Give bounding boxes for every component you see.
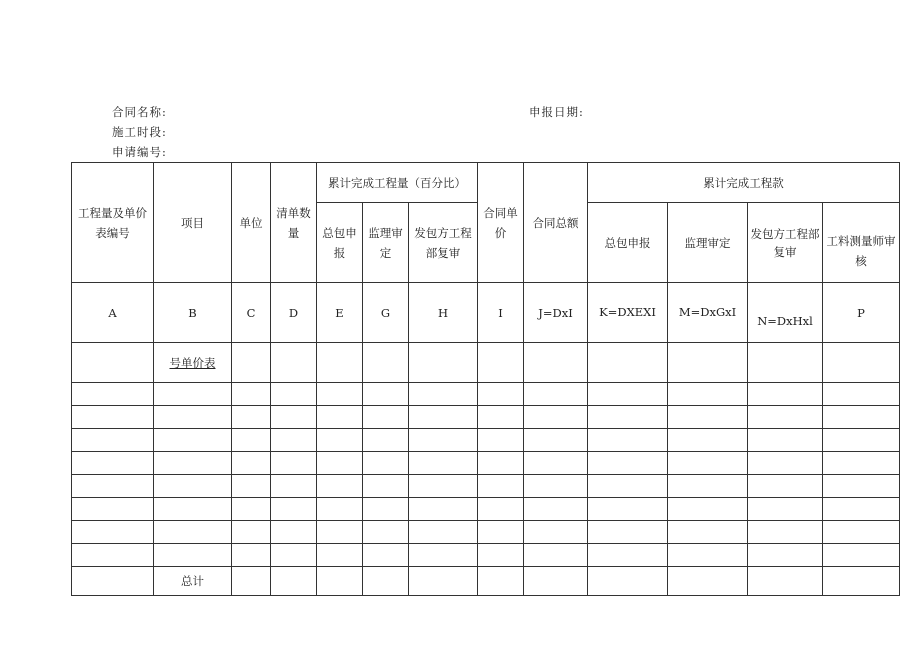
- table-row: [72, 498, 900, 521]
- table-cell: [232, 383, 271, 406]
- col-amt-supervisor-header: 监理审定: [668, 203, 748, 283]
- table-cell: [668, 498, 748, 521]
- table-cell: [271, 567, 317, 596]
- table-cell: [154, 429, 232, 452]
- col-contract-unit-price-header: 合同单价: [478, 163, 524, 283]
- application-no-label: 申请编号:: [112, 145, 167, 159]
- table-cell: [668, 544, 748, 567]
- table-cell: [748, 343, 823, 383]
- table-cell: [271, 452, 317, 475]
- code-cell: C: [232, 283, 271, 343]
- table-cell: [154, 452, 232, 475]
- code-cell: E: [317, 283, 363, 343]
- table-cell: [363, 475, 409, 498]
- unit-price-table-label: 号单价表: [154, 343, 232, 383]
- table-cell: [823, 343, 900, 383]
- table-cell: [748, 521, 823, 544]
- table-cell: [409, 567, 478, 596]
- table-cell: [478, 567, 524, 596]
- table-cell: [317, 383, 363, 406]
- table-row: [72, 521, 900, 544]
- table-cell: [363, 383, 409, 406]
- table-cell: [668, 475, 748, 498]
- code-cell: M=DxGxI: [668, 283, 748, 343]
- table-cell: [154, 498, 232, 521]
- table-cell: [363, 521, 409, 544]
- col-cum-amount-group-header: 累计完成工程款: [588, 163, 900, 203]
- empty-rows: [72, 383, 900, 567]
- table-cell: [588, 452, 668, 475]
- construction-period-label: 施工时段:: [112, 125, 167, 139]
- col-qty-main-contractor-header: 总包申报: [317, 203, 363, 283]
- table-cell: [748, 475, 823, 498]
- col-unit-header: 单位: [232, 163, 271, 283]
- table-cell: [588, 383, 668, 406]
- table-cell: [748, 406, 823, 429]
- table-cell: [748, 383, 823, 406]
- code-cell: H: [409, 283, 478, 343]
- table-cell: [271, 383, 317, 406]
- code-cell: P: [823, 283, 900, 343]
- col-item-header: 项目: [154, 163, 232, 283]
- table-cell: [154, 521, 232, 544]
- table-cell: [232, 544, 271, 567]
- table-cell: [271, 544, 317, 567]
- table-cell: [271, 429, 317, 452]
- table-cell: [823, 544, 900, 567]
- table-cell: [232, 429, 271, 452]
- table-cell: [588, 475, 668, 498]
- table-cell: [524, 521, 588, 544]
- table-cell: [588, 406, 668, 429]
- table-cell: [524, 567, 588, 596]
- table-row: [72, 475, 900, 498]
- col-item-code-header: 工程量及单价表编号: [72, 163, 154, 283]
- table-cell: [588, 498, 668, 521]
- payment-application-table: [71, 162, 900, 596]
- col-qty-supervisor-header: 监理审定: [363, 203, 409, 283]
- table-cell: [154, 544, 232, 567]
- table-cell: [363, 452, 409, 475]
- table-cell: [748, 452, 823, 475]
- table-cell: [524, 383, 588, 406]
- table-cell: [823, 383, 900, 406]
- table-cell: [823, 521, 900, 544]
- col-bill-qty-header: 清单数量: [271, 163, 317, 283]
- table-cell: [588, 521, 668, 544]
- code-cell: K=DXEXI: [588, 283, 668, 343]
- table-cell: [409, 475, 478, 498]
- table-row: [72, 383, 900, 406]
- table-cell: [588, 544, 668, 567]
- table-cell: [232, 406, 271, 429]
- table-cell: [317, 343, 363, 383]
- col-contract-total-header: 合同总额: [524, 163, 588, 283]
- table-cell: [72, 383, 154, 406]
- table-cell: [271, 343, 317, 383]
- table-cell: [823, 406, 900, 429]
- table-cell: [478, 383, 524, 406]
- table-cell: [363, 429, 409, 452]
- code-cell: N=DxHxl: [748, 283, 823, 343]
- table-cell: [72, 567, 154, 596]
- table-cell: [154, 475, 232, 498]
- table-cell: [524, 429, 588, 452]
- table-cell: [72, 475, 154, 498]
- table-cell: [524, 544, 588, 567]
- table-cell: [748, 544, 823, 567]
- table-cell: [668, 521, 748, 544]
- contract-name-label: 合同名称:: [112, 105, 167, 119]
- table-cell: [524, 452, 588, 475]
- table-cell: [588, 343, 668, 383]
- table-cell: [232, 521, 271, 544]
- table-row: [72, 452, 900, 475]
- table-cell: [478, 429, 524, 452]
- table-cell: [524, 343, 588, 383]
- table-cell: [668, 429, 748, 452]
- table-cell: [668, 383, 748, 406]
- table-cell: [823, 452, 900, 475]
- table-cell: [232, 475, 271, 498]
- header-row-1: [72, 163, 900, 203]
- table-cell: [72, 429, 154, 452]
- code-cell: D: [271, 283, 317, 343]
- table-cell: [478, 498, 524, 521]
- table-cell: [317, 429, 363, 452]
- table-cell: [748, 567, 823, 596]
- table-cell: [232, 343, 271, 383]
- table-cell: [363, 406, 409, 429]
- table-cell: [363, 343, 409, 383]
- formula-code-row: [72, 283, 900, 343]
- table-cell: [478, 452, 524, 475]
- table-cell: [478, 406, 524, 429]
- table-cell: [317, 567, 363, 596]
- table-cell: [154, 383, 232, 406]
- table-cell: [317, 544, 363, 567]
- table-cell: [409, 452, 478, 475]
- table-cell: [72, 452, 154, 475]
- table-cell: [409, 383, 478, 406]
- table-cell: [317, 406, 363, 429]
- table-cell: [478, 544, 524, 567]
- table-cell: [72, 544, 154, 567]
- table-cell: [478, 343, 524, 383]
- table-cell: [748, 498, 823, 521]
- table-cell: [409, 521, 478, 544]
- table-cell: [317, 452, 363, 475]
- code-cell: A: [72, 283, 154, 343]
- code-cell: I: [478, 283, 524, 343]
- table-cell: [478, 521, 524, 544]
- table-cell: [588, 429, 668, 452]
- table-cell: [72, 406, 154, 429]
- col-qty-employer-header: 发包方工程部复审: [409, 203, 478, 283]
- table-cell: [363, 498, 409, 521]
- table-row: [72, 406, 900, 429]
- table-cell: [409, 544, 478, 567]
- table-cell: [668, 406, 748, 429]
- table-cell: [72, 498, 154, 521]
- table-cell: [232, 567, 271, 596]
- table-cell: [409, 343, 478, 383]
- table-cell: [823, 429, 900, 452]
- code-cell: J=DxI: [524, 283, 588, 343]
- table-cell: [363, 544, 409, 567]
- table-cell: [271, 406, 317, 429]
- table-cell: [363, 567, 409, 596]
- col-cum-qty-group-header: 累计完成工程量（百分比）: [317, 163, 478, 203]
- total-row: [72, 567, 900, 596]
- table-cell: [823, 567, 900, 596]
- table-cell: [154, 406, 232, 429]
- table-cell: [668, 343, 748, 383]
- table-cell: [668, 567, 748, 596]
- table-cell: [478, 475, 524, 498]
- table-cell: [317, 521, 363, 544]
- table-cell: [588, 567, 668, 596]
- table-cell: [524, 475, 588, 498]
- table-cell: [271, 475, 317, 498]
- table-cell: [232, 452, 271, 475]
- code-cell: B: [154, 283, 232, 343]
- table-cell: [524, 406, 588, 429]
- col-amt-main-contractor-header: 总包申报: [588, 203, 668, 283]
- table-cell: [317, 498, 363, 521]
- table-cell: [409, 406, 478, 429]
- table-cell: [232, 498, 271, 521]
- code-cell: G: [363, 283, 409, 343]
- table-cell: [271, 521, 317, 544]
- table-cell: [668, 452, 748, 475]
- table-cell: [748, 429, 823, 452]
- total-label: 总计: [154, 567, 232, 596]
- table-cell: [823, 475, 900, 498]
- table-row: [72, 544, 900, 567]
- table-cell: [409, 429, 478, 452]
- report-date-label: 申报日期:: [529, 105, 584, 119]
- table-cell: [409, 498, 478, 521]
- col-amt-employer-header: 发包方工程部复审: [748, 203, 823, 283]
- table-row: [72, 343, 900, 383]
- table-cell: [72, 521, 154, 544]
- table-cell: [271, 498, 317, 521]
- table-cell: [72, 343, 154, 383]
- table-cell: [823, 498, 900, 521]
- table-cell: [524, 498, 588, 521]
- col-amt-qs-review-header: 工料测量师审核: [823, 203, 900, 283]
- table-row: [72, 429, 900, 452]
- table-cell: [317, 475, 363, 498]
